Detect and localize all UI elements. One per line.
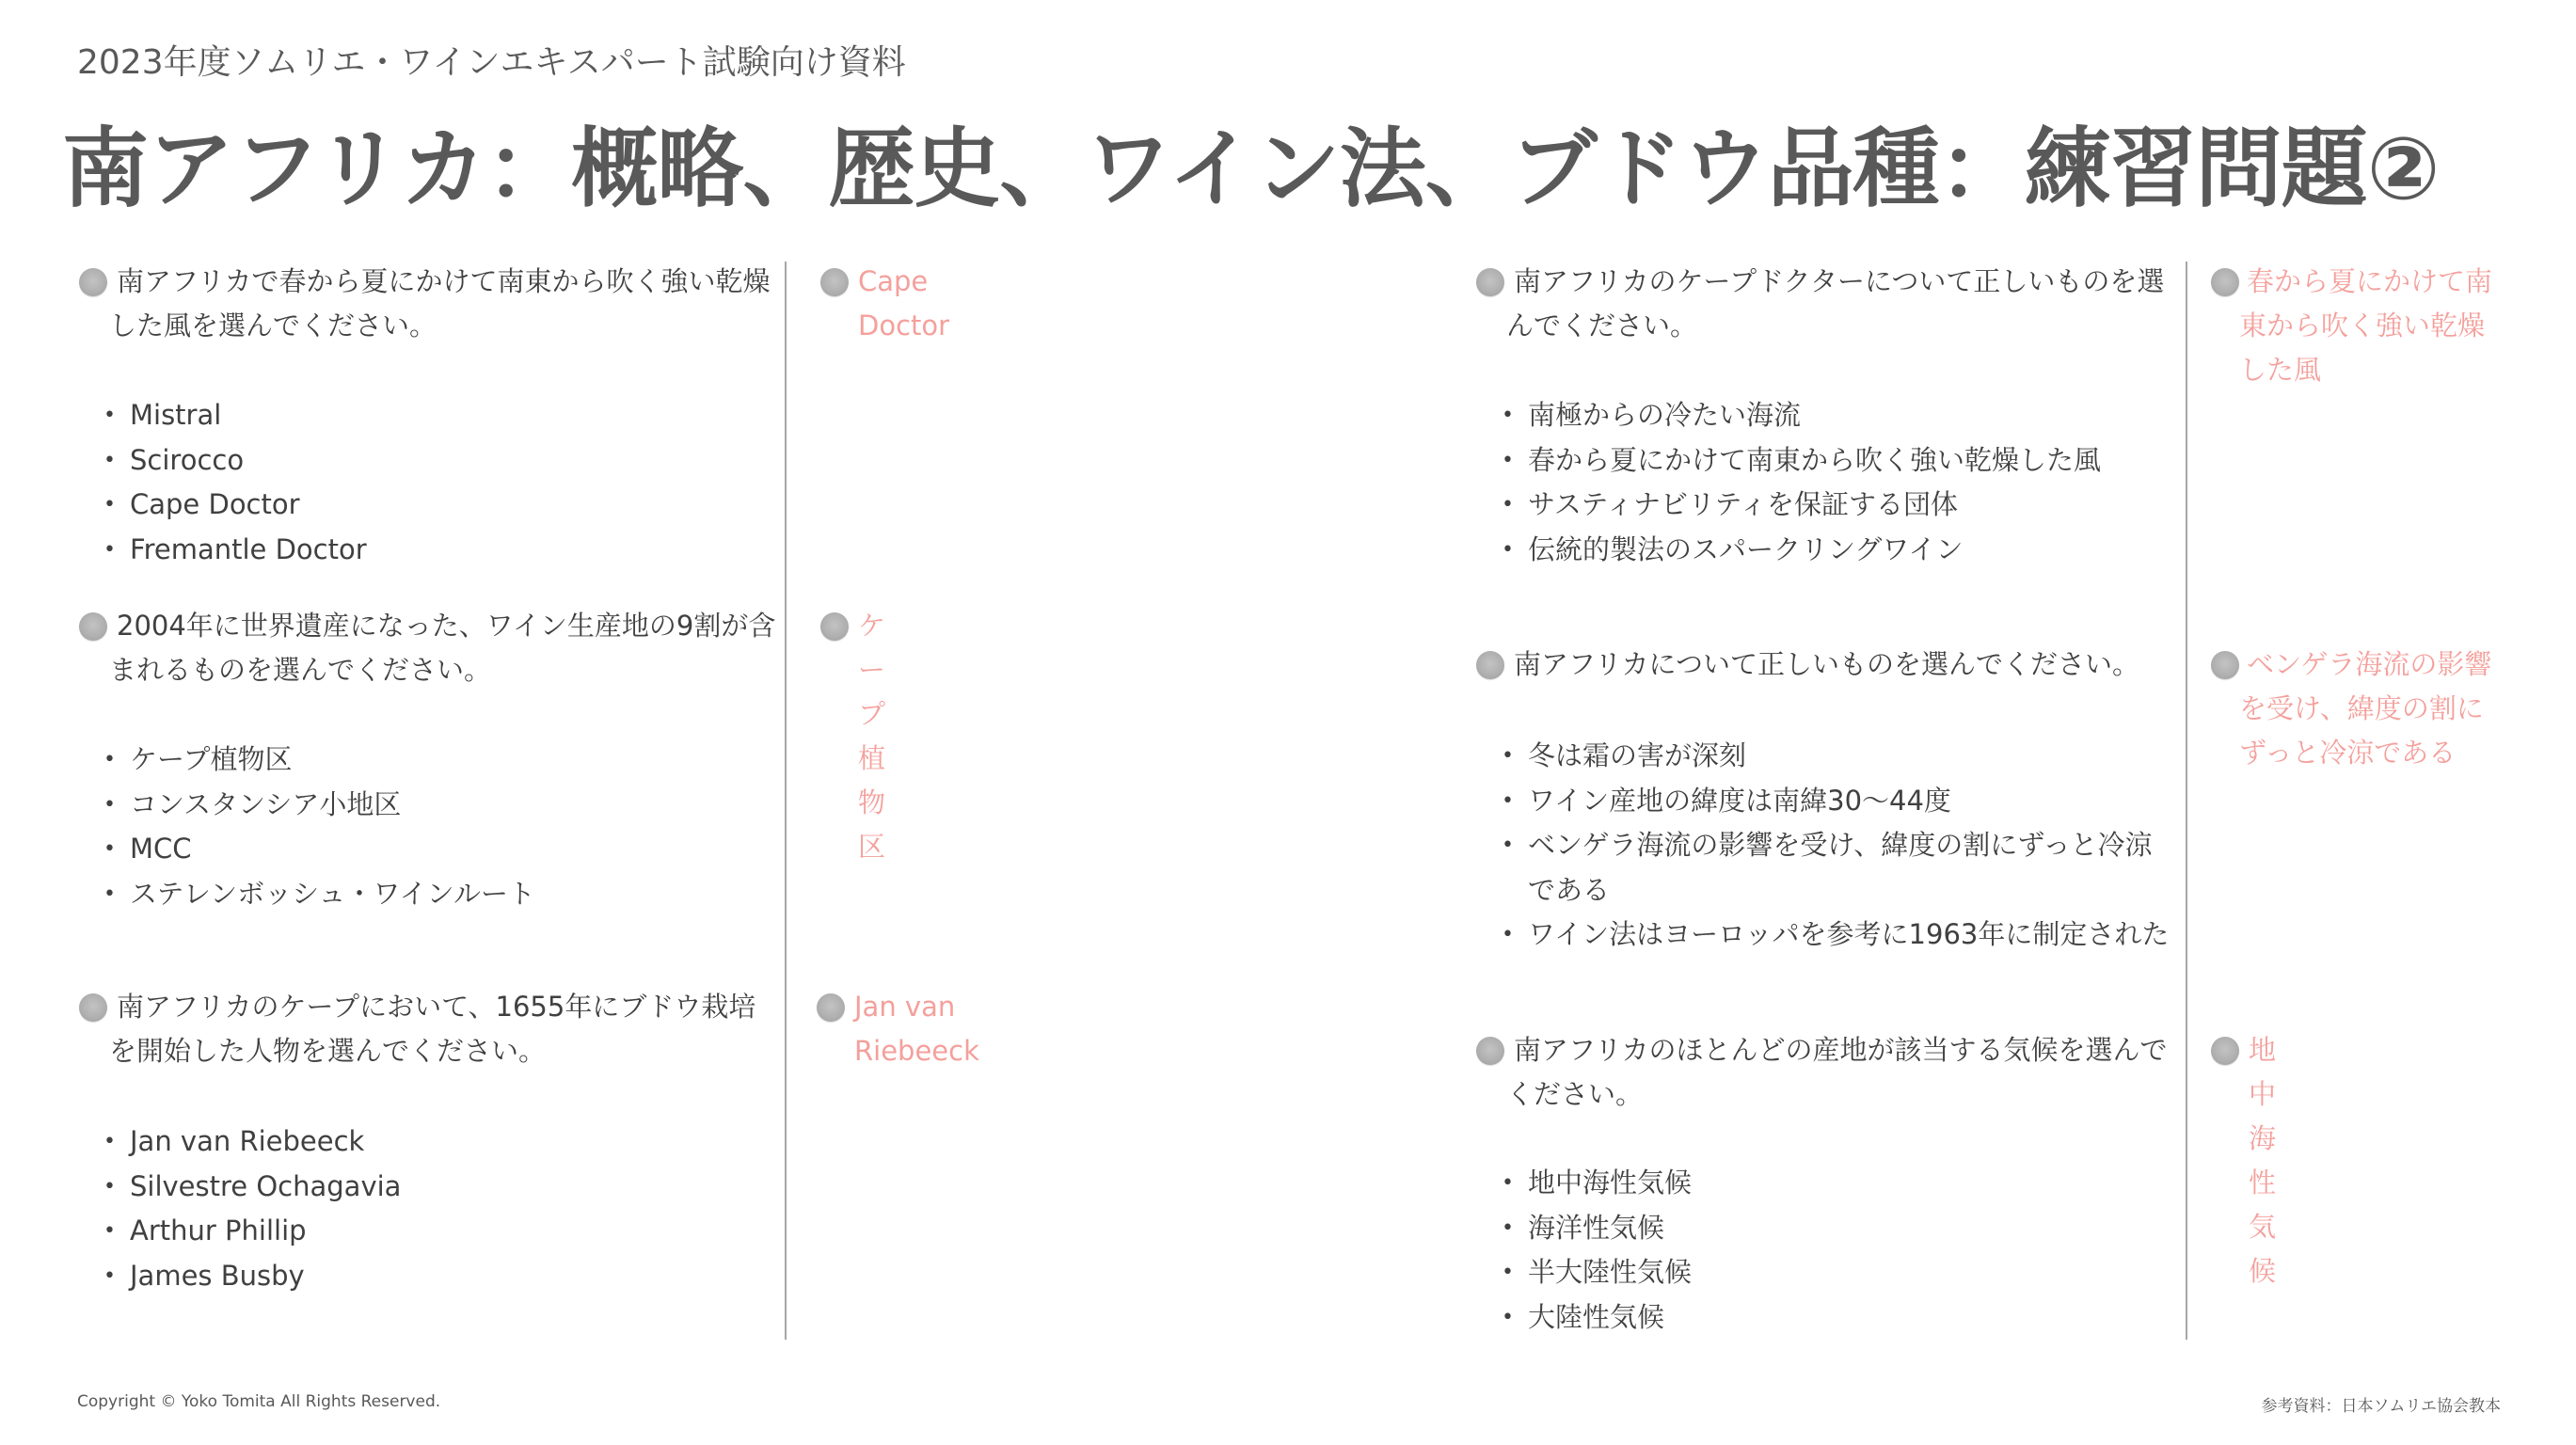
option-item: • ワイン法はヨーロッパを参考に1963年に制定された: [1502, 913, 2174, 958]
option-item: • ステレンボッシュ・ワインルート: [103, 872, 762, 917]
option-item: • Mistral: [103, 393, 762, 438]
question-bullet-icon: [79, 268, 107, 296]
option-item: • Silvestre Ochagavia: [103, 1165, 762, 1210]
option-item: • Jan van Riebeeck: [103, 1119, 762, 1165]
question-text: 南アフリカのケープドクターについて正しいものを選んでください。: [1506, 265, 2165, 341]
copyright-text: Copyright © Yoko Tomita All Rights Reserved.: [77, 1392, 441, 1411]
answer-bullet-icon: [2211, 651, 2239, 679]
option-item: • 春から夏にかけて南東から吹く強い乾燥した風: [1502, 438, 2174, 484]
answer-text: 春から夏にかけて南東から吹く強い乾燥した風: [2239, 265, 2493, 386]
option-item: • サスティナビリティを保証する団体: [1502, 483, 2174, 528]
option-item: • ケープ植物区: [103, 738, 762, 783]
question-text: 南アフリカのケープにおいて、1655年にブドウ栽培を開始した人物を選んでください。: [109, 991, 756, 1067]
question-text: 南アフリカで春から夏にかけて南東から吹く強い乾燥した風を選んでください。: [109, 265, 771, 341]
answer-bullet-icon: [817, 993, 845, 1022]
option-item: • 冬は霜の害が深刻: [1502, 734, 2174, 779]
option-item: • 地中海性気候: [1502, 1161, 2174, 1206]
answer-text: 地中海性気候: [2249, 1034, 2277, 1287]
option-list: [1502, 393, 2174, 572]
option-item: • James Busby: [103, 1254, 762, 1299]
option-list: [1502, 734, 2174, 958]
column-divider-left: [785, 262, 787, 1340]
question-bullet-icon: [1476, 1037, 1504, 1065]
option-item: • ワイン産地の緯度は南緯30〜44度: [1502, 779, 2174, 824]
option-item: • コンスタンシア小地区: [103, 783, 762, 828]
option-item: • 半大陸性気候: [1502, 1250, 2174, 1295]
option-item: • MCC: [103, 827, 762, 872]
question-text: 南アフリカについて正しいものを選んでください。: [1514, 648, 2139, 680]
question-text: 2004年に世界遺産になった、ワイン生産地の9割が含まれるものを選んでください。: [109, 610, 776, 686]
subtitle: 2023年度ソムリエ・ワインエキスパート試験向け資料: [77, 43, 906, 82]
question-bullet-icon: [79, 993, 107, 1022]
answer-text: ベンゲラ海流の影響を受け、緯度の割にずっと冷涼である: [2239, 648, 2492, 769]
answer-bullet-icon: [820, 268, 849, 296]
option-item: • Fremantle Doctor: [103, 528, 762, 573]
question-bullet-icon: [79, 612, 107, 641]
option-item: • 伝統的製法のスパークリングワイン: [1502, 528, 2174, 573]
question-bullet-icon: [1476, 268, 1504, 296]
answer-bullet-icon: [2211, 268, 2239, 296]
column-divider-right: [2186, 262, 2187, 1340]
question-text: 南アフリカのほとんどの産地が該当する気候を選んでください。: [1506, 1034, 2168, 1110]
option-item: • 海洋性気候: [1502, 1206, 2174, 1251]
option-item: • 南極からの冷たい海流: [1502, 393, 2174, 438]
option-item: • Cape Doctor: [103, 483, 762, 528]
option-item: • Scirocco: [103, 438, 762, 484]
option-item: • Arthur Phillip: [103, 1209, 762, 1254]
option-item: • 大陸性気候: [1502, 1295, 2174, 1341]
option-list: [103, 393, 762, 572]
question-bullet-icon: [1476, 651, 1504, 679]
option-list: [103, 1119, 762, 1298]
option-item: • ベンゲラ海流の影響を受け、緯度の割にずっと冷涼である: [1502, 823, 2174, 913]
answer-bullet-icon: [2211, 1037, 2239, 1065]
answer-text: Cape Doctor: [858, 265, 950, 341]
answer-text: Jan van Riebeeck: [854, 991, 979, 1067]
option-list: [103, 738, 762, 916]
answer-text: ケープ植物区: [858, 610, 886, 863]
option-list: [1502, 1161, 2174, 1340]
answer-bullet-icon: [820, 612, 849, 641]
page-title: 南アフリカ：概略、歴史、ワイン法、ブドウ品種：練習問題②: [62, 119, 2440, 219]
reference-text: 参考資料：日本ソムリエ協会教本: [2261, 1397, 2501, 1416]
